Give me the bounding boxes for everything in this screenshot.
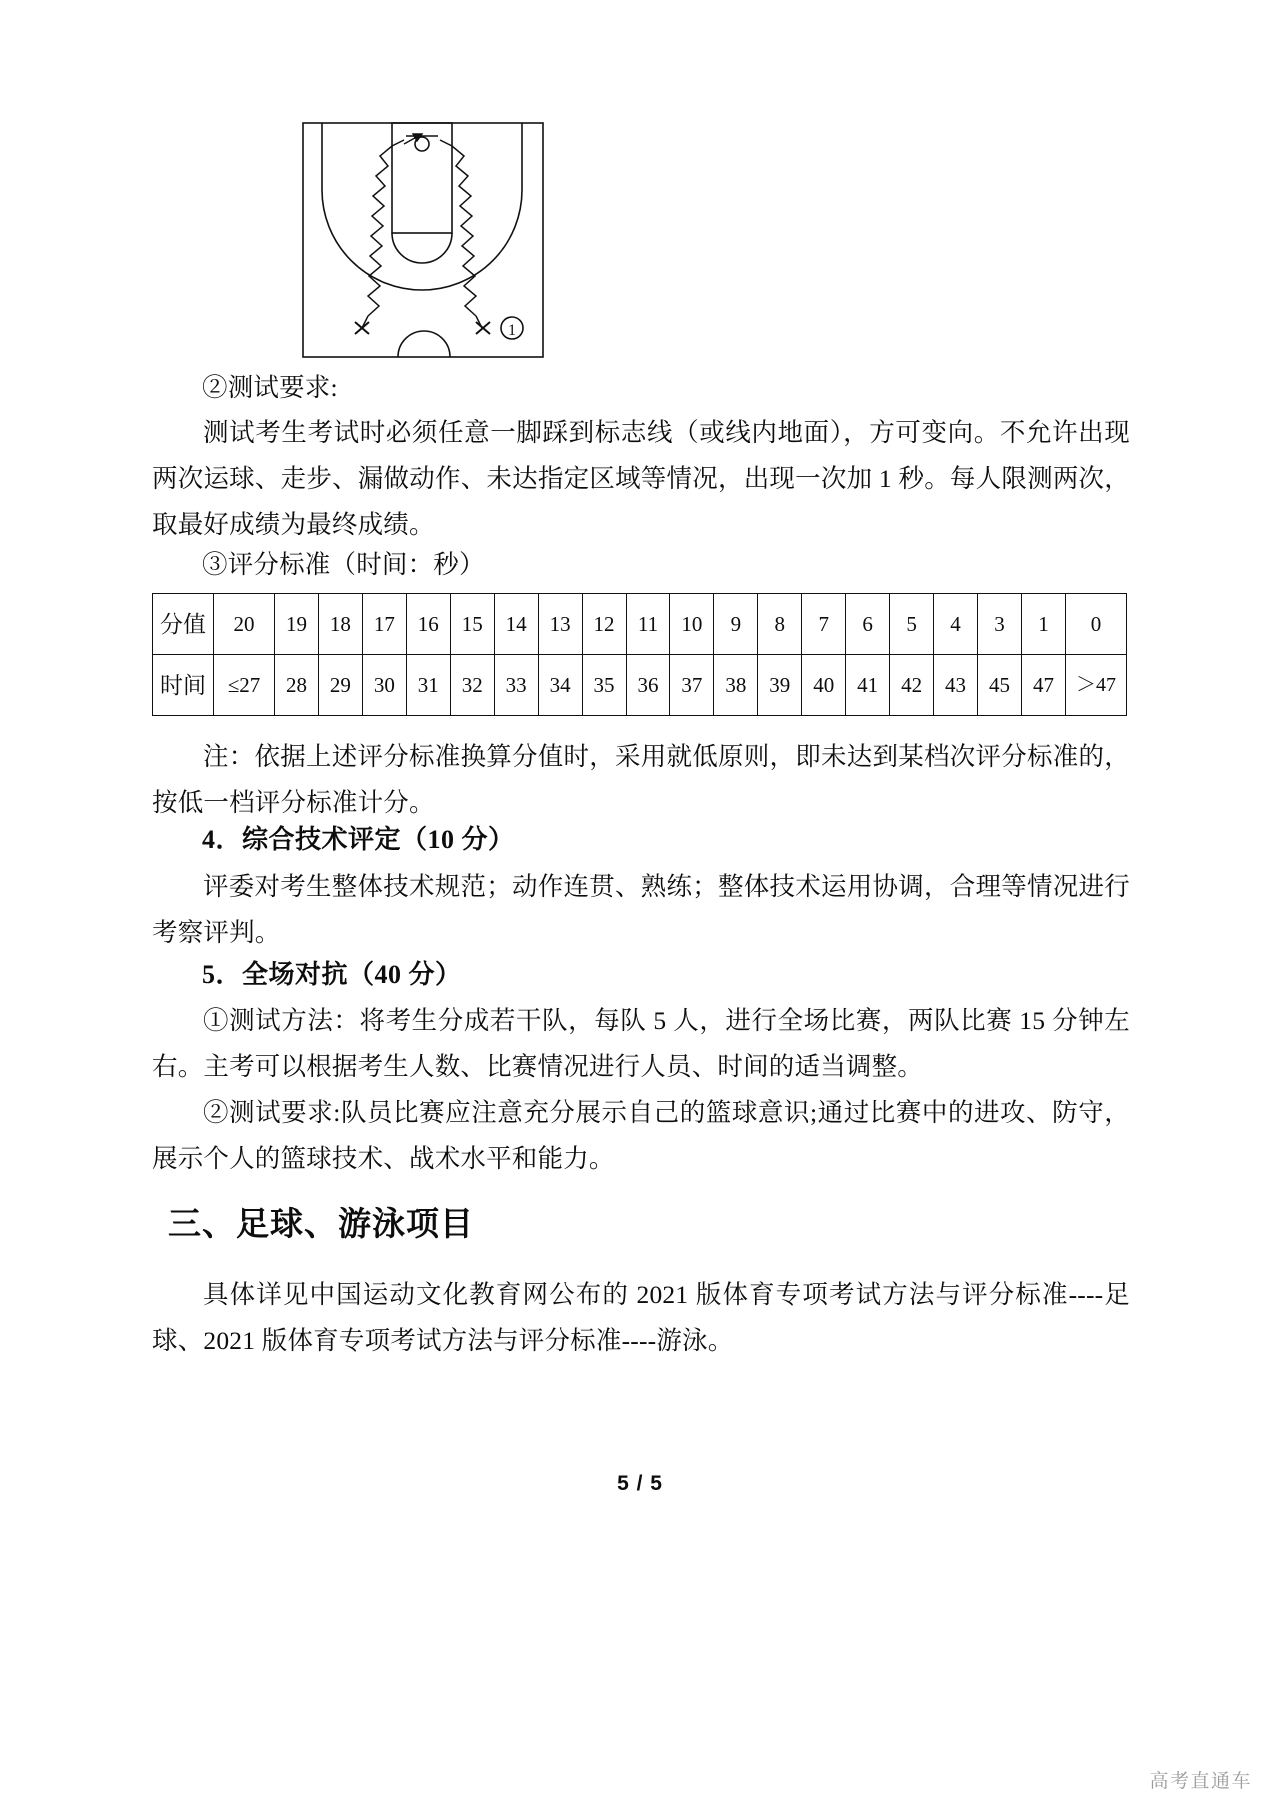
table-cell: 0: [1066, 594, 1127, 655]
table-cell: ＞47: [1066, 655, 1127, 716]
table-cell: 11: [626, 594, 670, 655]
table-cell: 12: [582, 594, 626, 655]
section3-heading: 三、足球、游泳项目: [168, 1207, 474, 1243]
table-cell: 29: [318, 655, 362, 716]
table-cell: 37: [670, 655, 714, 716]
table-cell: 36: [626, 655, 670, 716]
table-cell: 17: [362, 594, 406, 655]
item5-requirement: ②测试要求:队员比赛应注意充分展示自己的篮球意识;通过比赛中的进攻、防守，展示个人的篮球技术、战术水平和能力。: [152, 1098, 1130, 1173]
section3-body: 具体详见中国运动文化教育网公布的 2021 版体育专项考试方法与评分标准----足球、2021 版体育专项考试方法与评分标准----游泳。: [152, 1280, 1130, 1355]
table-cell: 10: [670, 594, 714, 655]
table-cell: 14: [494, 594, 538, 655]
test-requirement-label: ②测试要求:: [202, 373, 338, 402]
table-cell: ≤27: [214, 655, 275, 716]
item4-body: 评委对考生整体技术规范；动作连贯、熟练；整体技术运用协调，合理等情况进行考察评判。: [152, 872, 1130, 947]
table-cell: 19: [275, 594, 319, 655]
page-number: 5 / 5: [617, 1472, 663, 1495]
table-cell: 35: [582, 655, 626, 716]
svg-text:1: 1: [508, 322, 516, 339]
table-cell: 40: [802, 655, 846, 716]
table-cell: 5: [890, 594, 934, 655]
table-cell: 28: [275, 655, 319, 716]
table-cell: 18: [318, 594, 362, 655]
table-cell: 8: [758, 594, 802, 655]
table-cell: 45: [978, 655, 1022, 716]
watermark: 高考直通车: [1149, 1771, 1252, 1792]
scoring-standard-label: ③评分标准（时间：秒）: [202, 550, 485, 579]
table-cell: 6: [846, 594, 890, 655]
table-cell: 13: [538, 594, 582, 655]
table-cell: 32: [450, 655, 494, 716]
table-note: 注：依据上述评分标准换算分值时，采用就低原则，即未达到某档次评分标准的，按低一档评分标准计分。: [152, 742, 1130, 817]
table-row-time: [153, 655, 1127, 716]
table-cell: 31: [406, 655, 450, 716]
table-row-score: [153, 594, 1127, 655]
table-cell: 39: [758, 655, 802, 716]
table-cell: 43: [934, 655, 978, 716]
item5-heading: 5．全场对抗（40 分）: [202, 960, 462, 989]
table-cell: 38: [714, 655, 758, 716]
table-cell: 16: [406, 594, 450, 655]
basketball-court-diagram: [300, 120, 546, 360]
table-cell: 3: [978, 594, 1022, 655]
row-header-time: 时间: [153, 655, 214, 716]
row-header-score: 分值: [153, 594, 214, 655]
item4-heading: 4．综合技术评定（10 分）: [202, 825, 515, 854]
table-cell: 20: [214, 594, 275, 655]
scoring-standard-table: [152, 593, 1127, 716]
table-cell: 41: [846, 655, 890, 716]
table-cell: 34: [538, 655, 582, 716]
table-cell: 9: [714, 594, 758, 655]
table-cell: 47: [1021, 655, 1065, 716]
table-cell: 30: [362, 655, 406, 716]
diagram-marker-label: [501, 317, 523, 339]
table-cell: 1: [1021, 594, 1065, 655]
table-cell: 15: [450, 594, 494, 655]
test-requirement-body: 测试考生考试时必须任意一脚踩到标志线（或线内地面），方可变向。不允许出现两次运球、走步、漏做动作、未达指定区域等情况，出现一次加 1 秒。每人限测两次，取最好成绩为最终成绩。: [152, 418, 1130, 539]
item5-method: ①测试方法：将考生分成若干队，每队 5 人，进行全场比赛，两队比赛 15 分钟左右。主考可以根据考生人数、比赛情况进行人员、时间的适当调整。: [152, 1006, 1130, 1081]
table-cell: 4: [934, 594, 978, 655]
table-cell: 42: [890, 655, 934, 716]
table-cell: 33: [494, 655, 538, 716]
table-cell: 7: [802, 594, 846, 655]
